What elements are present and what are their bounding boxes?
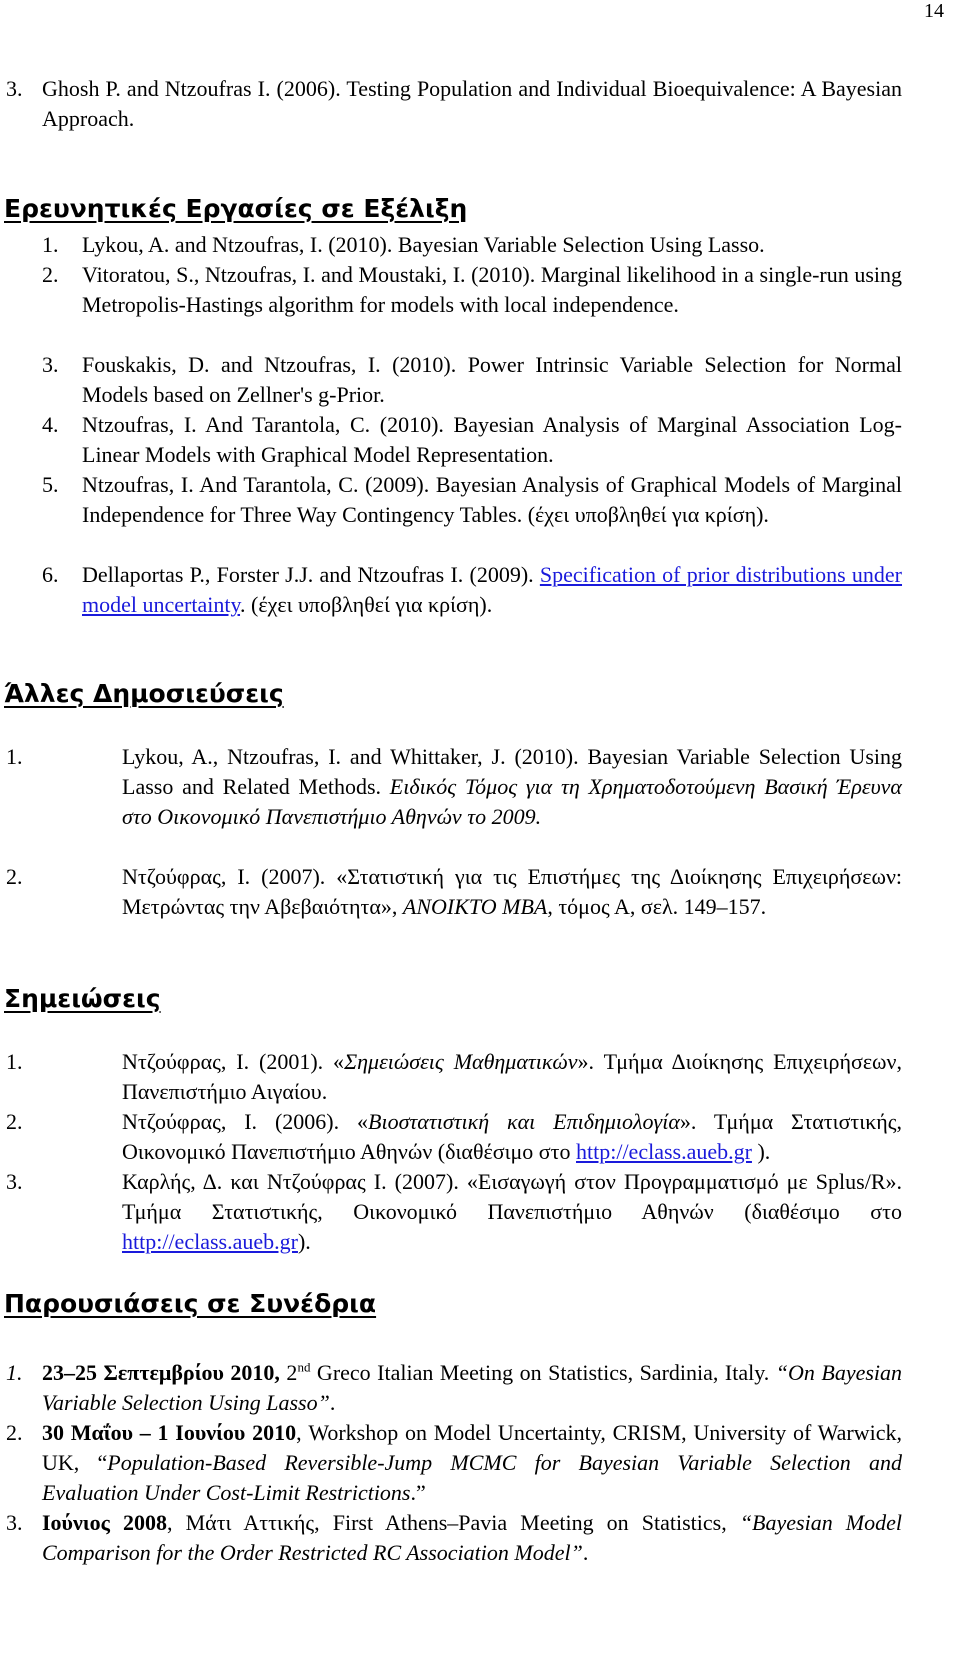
item-number: 1. [42,232,59,257]
item-text: . [329,1390,336,1415]
item-text: Καρλής, Δ. και Ντζούφρας Ι. (2007). «Εισαγωγή στον Προγραμματισμό με Splus/R». Τμήμα Στατιστικής, Οικονομικό Πανεπιστήμιο Αθηνών (διαθέσιμο στο [122,1169,902,1224]
section-heading: Άλλες Δημοσιεύσεις [4,679,284,708]
item-number: 2. [6,1420,23,1445]
item-number: 1. [6,744,23,769]
item-number: 3. [6,76,23,101]
list-item [6,1508,902,1568]
item-number: 4. [42,412,59,437]
list-item [6,742,902,832]
superscript: nd [297,1359,311,1375]
item-number: 1. [6,1360,23,1385]
item-text: , τόμος Α, σελ. 149–157. [547,894,767,919]
item-text: . [582,1540,589,1565]
item-text: .” [410,1480,426,1505]
item-italic: Βιοστατιστική και Επιδημιολογία [368,1109,680,1134]
page-number: 14 [924,0,944,22]
item-text: Ghosh P. and Ntzoufras I. (2006). Testing Population and Individual Bioequivalence: A Bayesian Approach. [42,76,902,131]
list-item [42,230,902,260]
list-item [6,1167,902,1257]
item-text: , Μάτι Αττικής, First Athens–Pavia Meeting on Statistics, [167,1510,740,1535]
item-number: 2. [6,864,23,889]
item-text: ). [297,1229,311,1254]
item-number: 1. [6,1049,23,1074]
list-item [42,410,902,470]
publication-link[interactable]: Specification of prior distributions under model uncertainty [82,562,903,617]
item-italic: ΑΝΟΙΚΤΟ ΜΒΑ [402,894,548,919]
list-item [42,260,902,320]
item-text: Dellaportas P., Forster J.J. and Ntzoufras I. (2009). [82,562,540,587]
section-heading: Ερευνητικές Εργασίες σε Εξέλιξη [4,194,468,223]
item-date: 23–25 Σεπτεμβρίου 2010, [42,1360,280,1385]
list-item [6,1047,902,1107]
item-number: 3. [6,1169,23,1194]
list-item [42,560,903,620]
item-number: 3. [42,352,59,377]
section-heading: Παρουσιάσεις σε Συνέδρια [4,1289,377,1318]
list-item [6,1418,902,1508]
item-date: Ιούνιος 2008 [42,1510,168,1535]
item-text: Ντζούφρας, Ι. (2001). « [122,1049,345,1074]
item-text: ). [751,1139,771,1164]
item-text: ». Τμήμα Διοίκησης Επιχειρήσεων, Πανεπιστήμιο Αιγαίου. [122,1049,902,1104]
item-text: Lykou, A. and Ntzoufras, I. (2010). Bayesian Variable Selection Using Lasso. [82,232,765,257]
item-number: 5. [42,472,59,497]
item-text: Ntzoufras, I. And Tarantola, C. (2010). Bayesian Analysis of Marginal Association Log-Linear Models with Graphical Model Representation. [82,412,902,467]
item-italic: “On Bayesian Variable Selection Using Lasso” [42,1360,903,1415]
item-number: 3. [6,1510,23,1535]
item-text: Fouskakis, D. and Ntzoufras, I. (2010). Power Intrinsic Variable Selection for Normal Models based on Zellner's g-Prior. [82,352,902,407]
item-text: Greco Italian Meeting on Statistics, Sardinia, Italy. [310,1360,776,1385]
item-text: . (έχει υποβληθεί για κρίση). [240,592,493,617]
item-text: Vitoratou, S., Ntzoufras, I. and Moustaki, I. (2010). Marginal likelihood in a single-run using Metropolis-Hastings algorithm for models with local independence. [82,262,902,317]
item-italic: Σημειώσεις Μαθηματικών [344,1049,578,1074]
item-italic: Population-Based Reversible-Jump MCMC for Bayesian Variable Selection and Evaluation Under Cost-Limit Restrictions [42,1450,902,1505]
list-item [6,74,902,134]
list-item [6,1358,903,1418]
item-number: 2. [6,1109,23,1134]
item-italic: “Bayesian Model Comparison for the Order Restricted RC Association Model” [42,1510,902,1565]
eclass-link[interactable]: http://eclass.aueb.gr [122,1229,298,1254]
item-text: Lykou, A., Ntzoufras, I. and Whittaker, J. (2010). Bayesian Variable Selection Using Lasso and Related Methods. [122,744,902,799]
eclass-link[interactable]: http://eclass.aueb.gr [576,1139,752,1164]
item-text: Ntzoufras, I. And Tarantola, C. (2009). Bayesian Analysis of Graphical Models of Marginal Independence for Three Way Contingency Tables. (έχει υποβληθεί για κρίση). [82,472,902,527]
item-text: ». Τμήμα Στατιστικής, Οικονομικό Πανεπιστήμιο Αθηνών (διαθέσιμο στο [122,1109,902,1164]
list-item [42,350,902,410]
item-date: 30 Μαΐου – 1 Ιουνίου 2010 [42,1420,297,1445]
list-item [6,1107,902,1167]
item-text: , Workshop on Model Uncertainty, CRISM, University of Warwick, UK, “ [42,1420,902,1475]
item-text: Ντζούφρας, Ι. (2006). « [122,1109,369,1134]
item-italic: Ειδικός Τόμος για τη Χρηματοδοτούμενη Βασική Έρευνα στο Οικονομικό Πανεπιστήμιο Αθηνών το 2009. [122,774,902,829]
item-number: 6. [42,562,59,587]
list-item [6,862,902,922]
item-text: 2 [279,1360,298,1385]
item-text: Ντζούφρας, Ι. (2007). «Στατιστική για τις Επιστήμες της Διοίκησης Επιχειρήσεων: Μετρώντας την Αβεβαιότητα», [122,864,902,919]
list-item [42,470,902,530]
item-number: 2. [42,262,59,287]
section-heading: Σημειώσεις [4,984,161,1013]
